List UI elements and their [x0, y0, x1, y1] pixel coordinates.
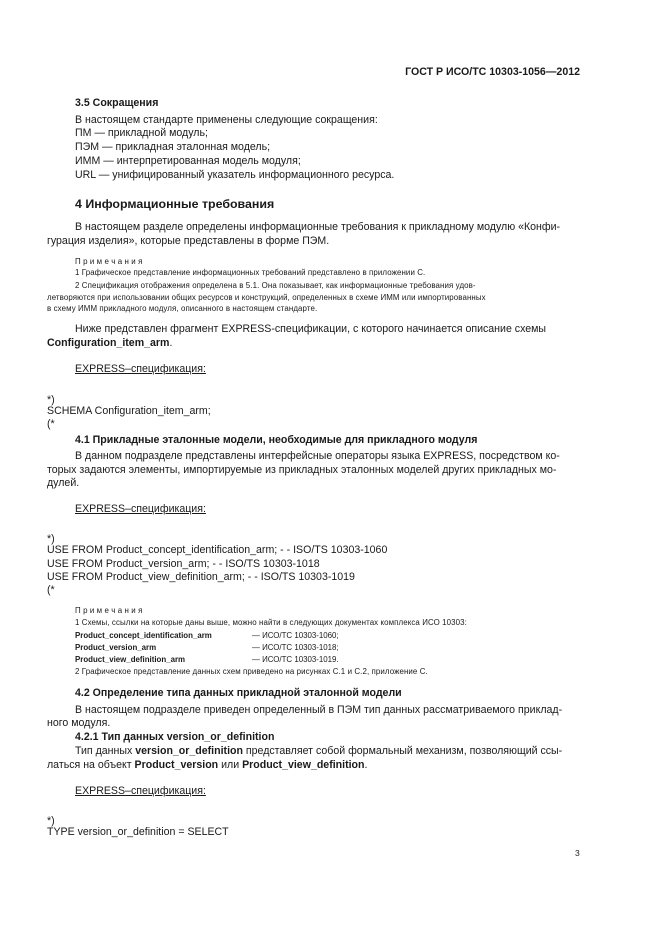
- code-line: USE FROM Product_version_arm; - - ISO/TS 10303-1018: [47, 558, 320, 570]
- ref-schema: Product_view_definition_arm: [75, 655, 186, 664]
- page-header: ГОСТ Р ИСО/ТС 10303-1056—2012: [405, 66, 580, 78]
- express-label: EXPRESS–спецификация:: [75, 785, 206, 797]
- ref-schema: Product_version_arm: [75, 643, 157, 652]
- page-number: 3: [575, 848, 580, 858]
- ref-doc: — ИСО/ТС 10303-1019.: [252, 655, 339, 664]
- section-4-1-title: 4.1 Прикладные эталонные модели, необходимые для прикладного модуля: [75, 434, 478, 446]
- sec42-para-line1: В настоящем подразделе приведен определенный в ПЭМ тип данных рассматриваемого приклад-: [75, 704, 563, 716]
- sec41-para-line2: торых задаются элементы, импортируемые из прикладных эталонных моделей других прикладных мо-: [47, 464, 557, 476]
- sec4-para2-line2: Configuration_item_arm.: [47, 337, 173, 349]
- sec4-para2-line1: Ниже представлен фрагмент EXPRESS-спецификации, с которого начинается описание схемы: [75, 323, 547, 335]
- entity-name: Product_view_definition: [242, 759, 365, 771]
- notes-title: П р и м е ч а н и я: [75, 606, 143, 615]
- code-line: *): [47, 815, 55, 827]
- abbrev-item: ПМ — прикладной модуль;: [75, 127, 208, 139]
- section-4-title: 4 Информационные требования: [75, 197, 275, 211]
- sec41-para-line1: В данном подразделе представлены интерфейсные операторы языка EXPRESS, посредством ко-: [75, 450, 560, 462]
- code-line: USE FROM Product_view_definition_arm; - - ISO/TS 10303-1019: [47, 571, 355, 583]
- code-line: TYPE version_or_definition = SELECT: [47, 826, 229, 838]
- code-line: *): [47, 394, 55, 406]
- note-1: 1 Графическое представление информационных требований представлено в приложении С.: [75, 268, 426, 277]
- code-line: (*: [47, 418, 55, 430]
- note-2-line1: 2 Спецификация отображения определена в 5.1. Она показывает, как информационные требования удов-: [75, 281, 476, 290]
- code-line: (*: [47, 584, 55, 596]
- ref-doc: — ИСО/ТС 10303-1060;: [252, 631, 339, 640]
- notes-title: П р и м е ч а н и я: [75, 257, 143, 266]
- ref-doc: — ИСО/ТС 10303-1018;: [252, 643, 339, 652]
- code-line: *): [47, 533, 55, 545]
- sec421-para-line2: латься на объект Product_version или Product_view_definition.: [47, 759, 368, 771]
- code-line: USE FROM Product_concept_identification_arm; - - ISO/TS 10303-1060: [47, 544, 388, 556]
- note-2-line2: летворяются при использовании общих ресурсов и конструкций, определенных в схеме ИММ или импортированных: [47, 293, 486, 302]
- schema-name: Configuration_item_arm: [47, 337, 170, 349]
- sec421-para-line1: Тип данных version_or_definition представляет собой формальный механизм, позволяющий ссы-: [75, 745, 563, 757]
- section-4-2-1-title: 4.2.1 Тип данных version_or_definition: [75, 731, 275, 743]
- note-1: 1 Схемы, ссылки на которые даны выше, можно найти в следующих документах комплекса ИСО 10303:: [75, 618, 467, 627]
- entity-name: Product_version: [134, 759, 219, 771]
- note-2-line3: в схему ИММ прикладного модуля, описанного в настоящем стандарте.: [47, 304, 318, 313]
- express-label: EXPRESS–спецификация:: [75, 503, 206, 515]
- abbrev-item: ИММ — интерпретированная модель модуля;: [75, 155, 301, 167]
- express-label: EXPRESS–спецификация:: [75, 363, 206, 375]
- sec4-para1-line2: гурация изделия», которые представлены в форме ПЭМ.: [47, 235, 330, 247]
- abbrev-item: URL — унифицированный указатель информационного ресурса.: [75, 169, 395, 181]
- code-line: SCHEMA Configuration_item_arm;: [47, 405, 211, 417]
- type-name: version_or_definition: [135, 745, 243, 757]
- note-2: 2 Графическое представление данных схем приведено на рисунках С.1 и С.2, приложение С.: [75, 667, 428, 676]
- abbrev-item: ПЭМ — прикладная эталонная модель;: [75, 141, 271, 153]
- sec4-para1-line1: В настоящем разделе определены информационные требования к прикладному модулю «Конфи-: [75, 221, 561, 233]
- section-4-2-title: 4.2 Определение типа данных прикладной эталонной модели: [75, 687, 402, 699]
- section-3-5-title: 3.5 Сокращения: [75, 97, 159, 109]
- sec35-intro: В настоящем стандарте применены следующие сокращения:: [75, 114, 378, 126]
- sec42-para-line2: ного модуля.: [47, 717, 111, 729]
- sec41-para-line3: дулей.: [47, 477, 80, 489]
- ref-schema: Product_concept_identification_arm: [75, 631, 212, 640]
